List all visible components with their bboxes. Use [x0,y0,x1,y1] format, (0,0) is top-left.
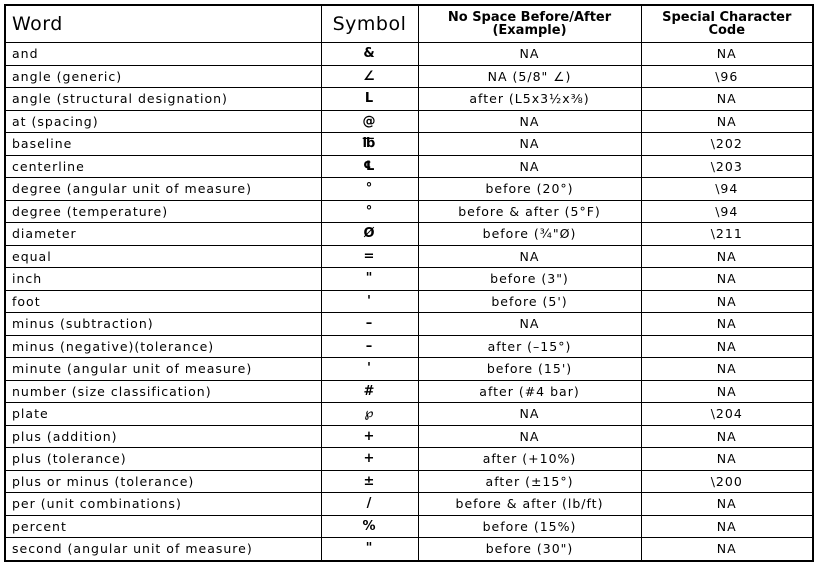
code-cell: NA [641,493,813,516]
word-cell: second (angular unit of measure) [5,538,321,561]
word-cell: minus (subtraction) [5,313,321,336]
code-cell: NA [641,110,813,133]
example-cell: before (5') [418,290,641,313]
example-cell: after (+10%) [418,448,641,471]
header-code-line1: Special Character [662,10,792,25]
table-row [5,110,813,133]
word-cell: percent [5,515,321,538]
word-cell: angle (structural designation) [5,88,321,111]
example-cell: before (3") [418,268,641,291]
header-row [5,5,813,43]
table-row [5,313,813,336]
symbol-cell: " [321,538,418,561]
word-cell: minus (negative)(tolerance) [5,335,321,358]
code-cell: \200 [641,470,813,493]
symbol-cell: ' [321,290,418,313]
code-cell: NA [641,425,813,448]
table-row [5,470,813,493]
symbol-cell: " [321,268,418,291]
code-cell: \94 [641,178,813,201]
table-row [5,268,813,291]
word-cell: number (size classification) [5,380,321,403]
word-cell: centerline [5,155,321,178]
symbol-cell: L [321,88,418,111]
example-cell: before (15') [418,358,641,381]
example-cell: before (¾"Ø) [418,223,641,246]
table-row [5,178,813,201]
table-row [5,133,813,156]
table-row [5,448,813,471]
table-row [5,223,813,246]
example-cell: NA [418,110,641,133]
symbol-cell: ° [321,200,418,223]
word-cell: plate [5,403,321,426]
symbol-cell: ± [321,470,418,493]
example-cell: before & after (5°F) [418,200,641,223]
code-cell: NA [641,245,813,268]
word-cell: per (unit combinations) [5,493,321,516]
symbol-cell: + [321,425,418,448]
word-cell: minute (angular unit of measure) [5,358,321,381]
header-symbol: Symbol [321,5,418,43]
word-cell: and [5,43,321,66]
example-cell: before & after (lb/ft) [418,493,641,516]
symbol-cell: & [321,43,418,66]
word-cell: foot [5,290,321,313]
code-cell: \211 [641,223,813,246]
header-example [418,5,641,43]
code-cell: NA [641,43,813,66]
header-word: Word [5,5,321,43]
table-row [5,43,813,66]
example-cell: NA [418,245,641,268]
header-code [641,5,813,43]
symbol-cell: + [321,448,418,471]
code-cell: NA [641,313,813,336]
code-cell: \202 [641,133,813,156]
symbol-cell: @ [321,110,418,133]
word-cell: inch [5,268,321,291]
table-row [5,88,813,111]
symbol-cell: ° [321,178,418,201]
code-cell: \204 [641,403,813,426]
example-cell: NA [418,43,641,66]
table-row [5,245,813,268]
example-cell: after (±15°) [418,470,641,493]
symbol-cell: ℔ [321,133,418,156]
symbol-cell: ℘ [321,403,418,426]
table-body [5,43,813,561]
symbol-cell: # [321,380,418,403]
example-cell: NA [418,155,641,178]
word-cell: plus or minus (tolerance) [5,470,321,493]
code-cell: NA [641,268,813,291]
word-cell: plus (addition) [5,425,321,448]
symbol-cell: – [321,335,418,358]
header-example-line2: (Example) [492,23,567,38]
code-cell: NA [641,290,813,313]
table-header [5,5,813,43]
header-code-line2: Code [708,23,746,38]
symbol-cell: Ø [321,223,418,246]
example-cell: NA [418,403,641,426]
code-cell: \94 [641,200,813,223]
symbol-cell: = [321,245,418,268]
table-row [5,65,813,88]
code-cell: \96 [641,65,813,88]
symbol-cell: % [321,515,418,538]
word-cell: degree (temperature) [5,200,321,223]
table-row [5,538,813,561]
code-cell: NA [641,448,813,471]
example-cell: after (#4 bar) [418,380,641,403]
header-example-line1: No Space Before/After [447,10,612,25]
word-cell: angle (generic) [5,65,321,88]
example-cell: NA [418,425,641,448]
symbol-cell: ℄ [321,155,418,178]
symbol-reference-table-wrapper [4,4,814,562]
symbol-cell: / [321,493,418,516]
symbol-cell: – [321,313,418,336]
table-row [5,380,813,403]
code-cell: \203 [641,155,813,178]
code-cell: NA [641,538,813,561]
table-row [5,155,813,178]
table-row [5,515,813,538]
table-row [5,200,813,223]
example-cell: before (15%) [418,515,641,538]
code-cell: NA [641,335,813,358]
word-cell: diameter [5,223,321,246]
table-row [5,358,813,381]
code-cell: NA [641,358,813,381]
example-cell: before (30") [418,538,641,561]
example-cell: before (20°) [418,178,641,201]
symbol-reference-table [4,4,814,562]
word-cell: degree (angular unit of measure) [5,178,321,201]
example-cell: after (L5x3½x⅜) [418,88,641,111]
code-cell: NA [641,515,813,538]
table-row [5,425,813,448]
table-row [5,493,813,516]
word-cell: plus (tolerance) [5,448,321,471]
example-cell: NA (5/8" ∠) [418,65,641,88]
table-row [5,403,813,426]
word-cell: equal [5,245,321,268]
code-cell: NA [641,88,813,111]
code-cell: NA [641,380,813,403]
symbol-cell: ' [321,358,418,381]
example-cell: NA [418,313,641,336]
symbol-cell: ∠ [321,65,418,88]
word-cell: at (spacing) [5,110,321,133]
word-cell: baseline [5,133,321,156]
example-cell: NA [418,133,641,156]
table-row [5,335,813,358]
table-row [5,290,813,313]
example-cell: after (–15°) [418,335,641,358]
